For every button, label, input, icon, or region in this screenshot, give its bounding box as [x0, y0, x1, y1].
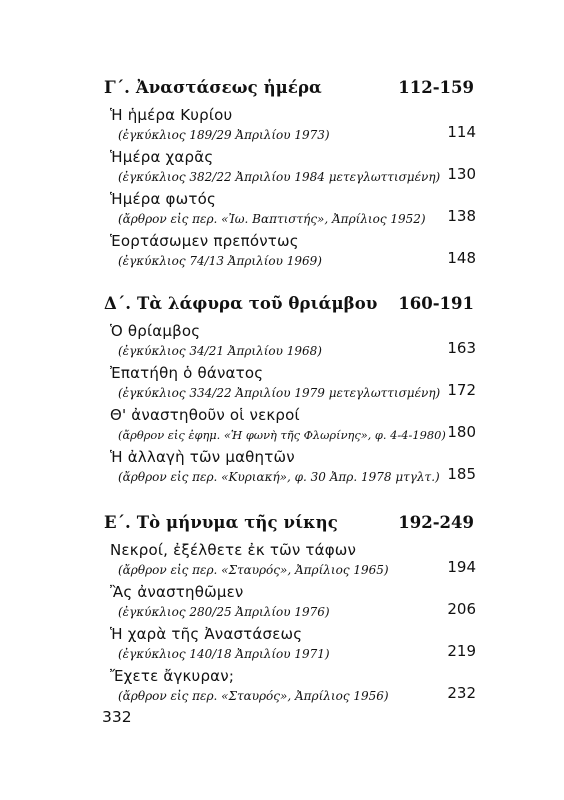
section-title: Δ΄. Τὰ λάφυρα τοῦ θριάμβου	[104, 294, 378, 313]
toc-section-delta	[104, 294, 476, 490]
entry-page-number: 138	[447, 207, 476, 225]
entry-page-number: 180	[447, 423, 476, 441]
entry-source: (ἐγκύκλιος 382/22 Ἀπριλίου 1984 μετεγλωττισμένη)	[118, 170, 441, 184]
entry-source: (ἐγκύκλιος 334/22 Ἀπριλίου 1979 μετεγλωττισμένη)	[118, 386, 441, 400]
entry-title: Ἡμέρα φωτός	[110, 190, 217, 208]
toc-entry[interactable]	[104, 322, 476, 364]
section-title: Ε΄. Τὸ μήνυμα τῆς νίκης	[104, 513, 338, 532]
entry-page-number: 163	[447, 339, 476, 357]
toc-entry[interactable]	[104, 583, 476, 625]
entry-source: (ἄρθρον εἰς περ. «Σταυρός», Ἀπρίλιος 1965)	[118, 563, 389, 577]
entry-title: Ἑορτάσωμεν πρεπόντως	[110, 232, 299, 250]
toc-entry[interactable]	[104, 190, 476, 232]
toc-entry[interactable]	[104, 667, 476, 709]
toc-entry[interactable]	[104, 232, 476, 274]
entry-title: Ὁ θρίαμβος	[110, 322, 201, 340]
entry-title: Ἂς ἀναστηθῶμεν	[110, 583, 244, 601]
entry-source: (ἄρθρον εἰς ἐφημ. «Ἡ φωνὴ τῆς Φλωρίνης», φ. 4-4-1980)	[118, 428, 446, 442]
entry-title: Ἐπατήθη ὁ θάνατος	[110, 364, 264, 382]
entry-page-number: 130	[447, 165, 476, 183]
toc-entry[interactable]	[104, 406, 476, 448]
entry-title: Ἡ ἀλλαγὴ τῶν μαθητῶν	[110, 448, 295, 466]
toc-entry[interactable]	[104, 448, 476, 490]
section-page-range: 160-191	[398, 294, 474, 313]
section-page-range: 192-249	[398, 513, 474, 532]
section-heading	[104, 513, 476, 541]
entry-title: Ἡ χαρὰ τῆς Ἀναστάσεως	[110, 625, 303, 643]
entry-page-number: 232	[447, 684, 476, 702]
entry-source: (ἐγκύκλιος 140/18 Ἀπριλίου 1971)	[118, 647, 330, 661]
entry-page-number: 206	[447, 600, 476, 618]
entry-source: (ἐγκύκλιος 280/25 Ἀπριλίου 1976)	[118, 605, 330, 619]
section-title: Γ΄. Ἀναστάσεως ἡμέρα	[104, 78, 322, 97]
entry-title: Ἔχετε ἄγκυραν;	[110, 667, 235, 685]
entry-page-number: 219	[447, 642, 476, 660]
entry-page-number: 114	[447, 123, 476, 141]
entry-title: Ἡ ἡμέρα Κυρίου	[110, 106, 233, 124]
toc-entry[interactable]	[104, 541, 476, 583]
section-heading	[104, 78, 476, 106]
toc-entry[interactable]	[104, 625, 476, 667]
toc-section-gamma	[104, 78, 476, 274]
toc-entry[interactable]	[104, 148, 476, 190]
section-heading	[104, 294, 476, 322]
entry-page-number: 185	[447, 465, 476, 483]
page-number: 332	[102, 708, 132, 726]
toc-entry[interactable]	[104, 364, 476, 406]
entry-source: (ἐγκύκλιος 34/21 Ἀπριλίου 1968)	[118, 344, 322, 358]
entry-title: Θ' ἀναστηθοῦν οἱ νεκροί	[110, 406, 300, 424]
entry-source: (ἄρθρον εἰς περ. «Σταυρός», Ἀπρίλιος 1956)	[118, 689, 389, 703]
entry-source: (ἄρθρον εἰς περ. «Κυριακή», φ. 30 Ἀπρ. 1978 μτγλτ.)	[118, 470, 440, 484]
entry-title: Νεκροί, ἐξέλθετε ἐκ τῶν τάφων	[110, 541, 357, 559]
entry-page-number: 148	[447, 249, 476, 267]
entry-source: (ἐγκύκλιος 74/13 Ἀπριλίου 1969)	[118, 254, 322, 268]
entry-page-number: 172	[447, 381, 476, 399]
toc-section-epsilon	[104, 513, 476, 709]
toc-entry[interactable]	[104, 106, 476, 148]
entry-title: Ἡμέρα χαρᾶς	[110, 148, 214, 166]
entry-page-number: 194	[447, 558, 476, 576]
section-page-range: 112-159	[398, 78, 474, 97]
entry-source: (ἄρθρον εἰς περ. «Ἰω. Βαπτιστής», Ἀπρίλιος 1952)	[118, 212, 426, 226]
entry-source: (ἐγκύκλιος 189/29 Ἀπριλίου 1973)	[118, 128, 330, 142]
